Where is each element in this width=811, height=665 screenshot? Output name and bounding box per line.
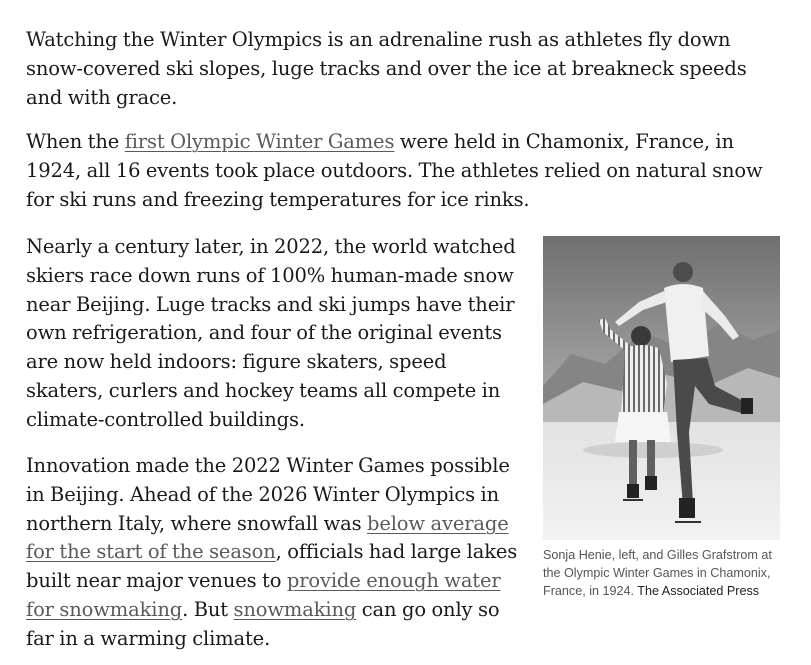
paragraph-beijing: Nearly a century later, in 2022, the world watched skiers race down runs of 100% human-made snow near Beijing. Luge tracks and ski jumps have their own refrigeration, and four of the original events are now held indoors: figure skaters, speed skaters, curlers and hockey teams all compete in climate-controlled buildings. <box>26 235 516 431</box>
text-segment: , officials had large lakes built near major venues to <box>26 540 518 593</box>
paragraph-intro: Watching the Winter Olympics is an adrenaline rush as athletes fly down snow-covered ski slopes, luge tracks and over the ice at breakneck speeds and with grace. <box>26 28 747 109</box>
photo-figure-skaters <box>543 236 780 540</box>
text-segment: . But <box>182 597 234 621</box>
text-segment: were held in Chamonix, France, in 1924, all 16 events took place outdoors. The athletes relied on natural snow for ski runs and freezing temperatures for ice rinks. <box>26 130 763 211</box>
photo-figure <box>543 236 780 600</box>
photo-caption <box>543 546 780 600</box>
caption-text: Sonja Henie, left, and Gilles Grafstrom at the Olympic Winter Games in Chamonix, France, in 1924. <box>543 548 772 598</box>
text-segment: When the <box>26 130 125 153</box>
link-provide-enough-water[interactable]: provide enough water for snowmaking <box>26 569 501 621</box>
text-segment: can go only so far in a warming climate. <box>26 597 500 650</box>
photo-credit: The Associated Press <box>637 584 760 598</box>
text-segment: Innovation made the 2022 Winter Games possible in Beijing. Ahead of the 2026 Winter Olympics in northern Italy, where snowfall was <box>26 454 510 535</box>
link-below-average-snowfall[interactable]: below average for the start of the season <box>26 511 509 564</box>
paragraph-innovation <box>26 452 521 654</box>
link-first-olympic-winter-games[interactable]: first Olympic Winter Games <box>124 130 395 153</box>
paragraph-chamonix <box>26 128 771 214</box>
link-snowmaking[interactable]: snowmaking <box>233 597 357 621</box>
